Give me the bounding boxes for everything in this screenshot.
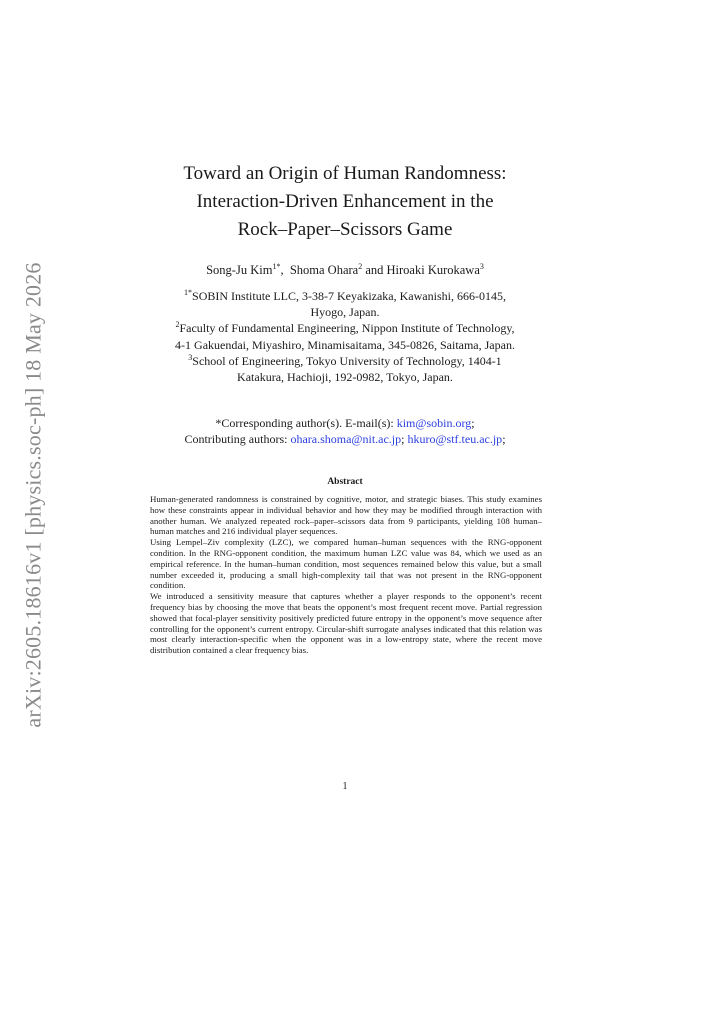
affiliation-line: Hyogo, Japan. (310, 305, 380, 320)
contributing-authors-line (120, 431, 570, 447)
author-affil-mark: 2 (358, 261, 363, 271)
abstract-paragraph: We introduced a sensitivity measure that captures whether a player responds to the opponent’s recent frequency bias by choosing the move that beats the opponent’s most frequent recent move. Partial regression showed that focal-player sensitivity positively predicted future entropy in the opponent’s move sequence after controlling for the opponent’s current entropy. Circular-shift surrogate analyses indicated that this relation was most clearly interaction-specific when the opponent was in a low-entropy state, where the recent move distribution contained a clear frequency bias. (150, 591, 542, 656)
abstract-heading: Abstract (327, 477, 363, 487)
affiliation-text: Faculty of Fundamental Engineering, Nippon Institute of Technology, (179, 321, 515, 336)
abstract-body (150, 494, 542, 656)
author-name: Hiroaki Kurokawa (386, 263, 480, 277)
affiliation-line (120, 353, 570, 369)
title-line-2: Interaction-Driven Enhancement in the (196, 191, 494, 212)
author-affil-mark: 1* (272, 261, 281, 271)
abstract-paragraph: Human-generated randomness is constrained by cognitive, motor, and strategic biases. This study examines how these constraints appear in individual behavior and how they may be modified through interaction with another human. We analyzed repeated rock–paper–scissors data from 9 participants, yielding 108 human–human matches and 216 individual player sequences. (150, 494, 542, 537)
affiliations (120, 288, 570, 385)
arxiv-identifier-text: arXiv:2605.18616v1 [physics.soc-ph] 18 May 2026 (21, 262, 47, 728)
affiliation-line (120, 320, 570, 336)
page-number: 1 (342, 781, 348, 792)
affiliation-mark: 1* (184, 288, 193, 297)
affiliation-text: School of Engineering, Tokyo University of Technology, 1404-1 (192, 353, 502, 368)
author-separator: , (280, 263, 284, 277)
affiliation-line: Katakura, Hachioji, 192-0982, Tokyo, Japan. (237, 370, 453, 385)
affiliation-line: 4-1 Gakuendai, Miyashiro, Minamisaitama, 345-0826, Saitama, Japan. (175, 337, 515, 352)
paper-title (120, 160, 570, 244)
author-name: Shoma Ohara (289, 263, 359, 277)
author-affil-mark: 3 (479, 261, 484, 271)
author-separator: and (365, 263, 384, 277)
separator: ; (401, 432, 408, 446)
separator: ; (471, 416, 475, 430)
affiliation-mark: 2 (175, 320, 180, 330)
corresponding-author-line (120, 415, 570, 431)
abstract-paragraph: Using Lempel–Ziv complexity (LZC), we compared human–human sequences with the RNG-opponent condition. In the RNG-opponent condition, the maximum human LZC value was 84, which we used as an empirical reference. In the human–human condition, most sequences remained below this value, but a small number exceeded it, producing a small high-complexity tail that was not present in the RNG-opponent condition. (150, 537, 542, 591)
contributing-email-link-1[interactable]: ohara.shoma@nit.ac.jp (290, 432, 402, 446)
title-line-3: Rock–Paper–Scissors Game (237, 219, 453, 240)
title-line-1: Toward an Origin of Human Randomness: (183, 163, 507, 184)
contributing-email-link-2[interactable]: hkuro@stf.teu.ac.jp (407, 432, 503, 446)
arxiv-identifier (19, 252, 49, 738)
author-name: Song-Ju Kim (206, 263, 273, 277)
contact-info (120, 415, 570, 447)
separator: ; (502, 432, 506, 446)
affiliation-text: SOBIN Institute LLC, 3-38-7 Keyakizaka, Kawanishi, 666-0145, (192, 289, 506, 303)
contributing-label: Contributing authors: (184, 432, 291, 446)
corresponding-label: *Corresponding author(s). E-mail(s): (215, 416, 397, 430)
corresponding-email-link[interactable]: kim@sobin.org (396, 416, 472, 430)
affiliation-line (120, 288, 570, 304)
affiliation-mark: 3 (188, 352, 193, 362)
author-list (120, 262, 570, 278)
